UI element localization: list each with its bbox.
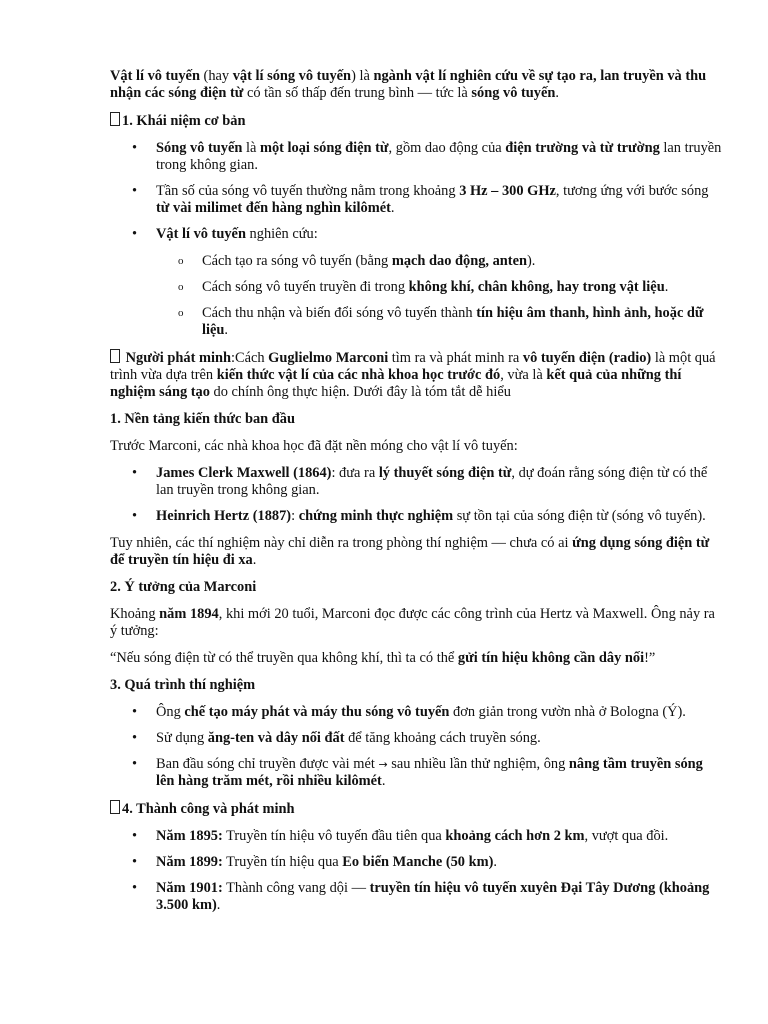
list-item: • James Clerk Maxwell (1864): đưa ra lý thuyết sóng điện từ, dự đoán rằng sóng điện từ có thể lan truyền trong không gian.	[156, 465, 722, 499]
list-item: • Vật lí vô tuyến nghiên cứu:	[156, 226, 722, 243]
list-item: • Năm 1895: Truyền tín hiệu vô tuyến đầu tiên qua khoảng cách hơn 2 km, vượt qua đồi.	[156, 828, 722, 845]
section-heading-success: 4. Thành công và phát minh	[110, 800, 722, 818]
idea-paragraph: Khoảng năm 1894, khi mới 20 tuổi, Marconi đọc được các công trình của Hertz và Maxwell. Ông nảy ra ý tưởng:	[110, 606, 715, 639]
list-item: • Heinrich Hertz (1887): chứng minh thực nghiệm sự tồn tại của sóng điện từ (sóng vô tuyến).	[156, 508, 722, 525]
right-arrow-icon: →	[378, 758, 388, 771]
section-heading-idea: 2. Ý tưởng của Marconi	[110, 579, 257, 595]
sub-list-item: o Cách sóng vô tuyến truyền đi trong không khí, chân không, hay trong vật liệu.	[202, 279, 722, 296]
success-list	[110, 828, 722, 914]
inventor-paragraph: Người phát minh:Cách Guglielmo Marconi tìm ra và phát minh ra vô tuyến điện (radio) là một quá trình vừa dựa trên kiến thức vật lí của các nhà khoa học trước đó, vừa là kết quả của những thí nghiệm sáng tạo do chính ông thực hiện. Dưới đây là tóm tắt dễ hiểu	[110, 350, 716, 400]
concepts-list	[110, 140, 722, 243]
list-item: • Tần số của sóng vô tuyến thường nằm trong khoảng 3 Hz – 300 GHz, tương ứng với bước sóng từ vài milimet đến hàng nghìn kilômét.	[156, 183, 722, 217]
list-item: • Sóng vô tuyến là một loại sóng điện từ, gồm dao động của điện trường và từ trường lan truyền trong không gian.	[156, 140, 722, 174]
list-item: • Năm 1899: Truyền tín hiệu qua Eo biển Manche (50 km).	[156, 854, 722, 871]
experiments-list	[110, 704, 722, 790]
list-item: • Ông chế tạo máy phát và máy thu sóng vô tuyến đơn giản trong vườn nhà ở Bologna (Ý).	[156, 704, 722, 721]
document-page	[110, 68, 722, 924]
concepts-sublist	[110, 253, 722, 339]
missing-glyph-icon	[110, 800, 120, 814]
missing-glyph-icon	[110, 112, 120, 126]
intro-paragraph: Vật lí vô tuyến (hay vật lí sóng vô tuyến) là ngành vật lí nghiên cứu về sự tạo ra, lan truyền và thu nhận các sóng điện từ có tần số thấp đến trung bình — tức là sóng vô tuyến.	[110, 68, 707, 101]
section-heading-concepts: 1. Khái niệm cơ bản	[110, 112, 722, 130]
sub-list-item: o Cách thu nhận và biến đổi sóng vô tuyến thành tín hiệu âm thanh, hình ảnh, hoặc dữ liệu.	[202, 305, 722, 339]
list-item: • Ban đầu sóng chỉ truyền được vài mét → sau nhiều lần thử nghiệm, ông nâng tầm truyền sóng lên hàng trăm mét, rồi nhiều kilômét.	[156, 756, 722, 790]
sub-list-item: o Cách tạo ra sóng vô tuyến (bằng mạch dao động, anten).	[202, 253, 722, 270]
idea-quote: “Nếu sóng điện từ có thể truyền qua không khí, thì ta có thể gửi tín hiệu không cần dây nối!”	[110, 650, 656, 666]
section-heading-foundation: 1. Nền tảng kiến thức ban đầu	[110, 411, 295, 427]
section-heading-experiments: 3. Quá trình thí nghiệm	[110, 677, 256, 693]
foundation-list	[110, 465, 722, 525]
list-item: • Sử dụng ăng-ten và dây nối đất để tăng khoảng cách truyền sóng.	[156, 730, 722, 747]
foundation-tail: Tuy nhiên, các thí nghiệm này chỉ diễn ra trong phòng thí nghiệm — chưa có ai ứng dụng sóng điện từ để truyền tín hiệu đi xa.	[110, 535, 710, 568]
list-item: • Năm 1901: Thành công vang dội — truyền tín hiệu vô tuyến xuyên Đại Tây Dương (khoảng 3.500 km).	[156, 880, 722, 914]
foundation-lead: Trước Marconi, các nhà khoa học đã đặt nền móng cho vật lí vô tuyến:	[110, 438, 518, 454]
missing-glyph-icon	[110, 349, 120, 363]
